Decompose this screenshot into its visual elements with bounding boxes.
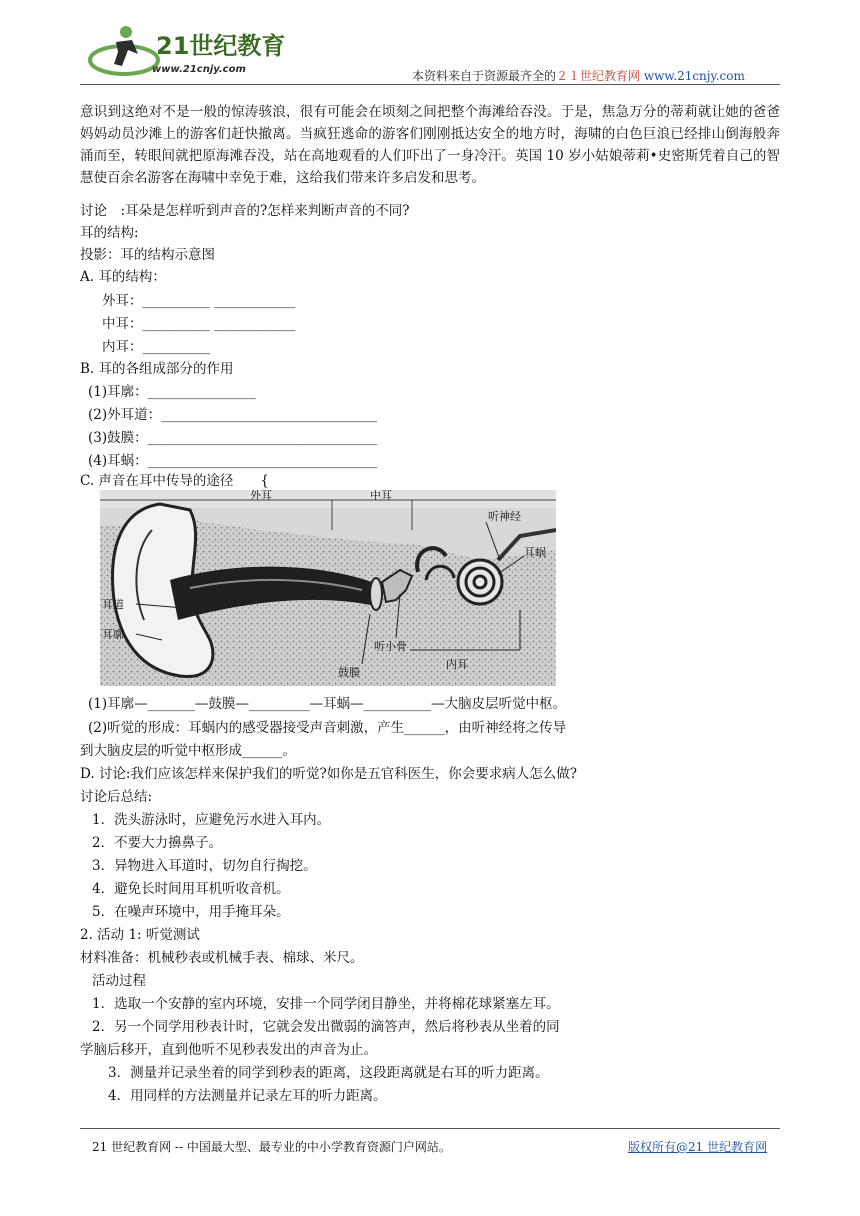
c2-hearing-formation: (2)听觉的形成：耳蜗内的感受器接受声音刺激，产生______，由听神经将之传导 <box>88 720 567 736</box>
summary-item-5: 5．在噪声环境中，用手掩耳朵。 <box>92 904 290 920</box>
label-auditory-nerve: 听神经 <box>488 510 521 523</box>
footer-rule <box>80 1128 780 1129</box>
activity-title: 2. 活动 1: 听觉测试 <box>80 927 200 943</box>
label-cochlea: 耳蜗 <box>524 546 546 559</box>
logo-url: www.21cnjy.com <box>152 64 246 75</box>
process-step-2-cont: 学脑后移开，直到他听不见秒表发出的声音为止。 <box>80 1042 377 1058</box>
summary-title: 讨论后总结: <box>80 789 153 805</box>
summary-item-1: 1．洗头游泳时，应避免污水进入耳内。 <box>92 812 331 828</box>
inner-ear-blank: 内耳：__________ <box>102 339 210 355</box>
site-logo <box>86 20 286 84</box>
b2-ear-canal: (2)外耳道：________________________________ <box>88 407 378 423</box>
ear-structure-title: 耳的结构: <box>80 225 139 241</box>
source-note <box>412 67 745 84</box>
source-site[interactable]: ２１世纪教育网 <box>556 69 641 83</box>
process-step-2: 2．另一个同学用秒表计时，它就会发出微弱的滴答声，然后将秒表从坐着的同 <box>92 1019 560 1035</box>
intro-paragraph: 意识到这绝对不是一般的惊涛骇浪，很有可能会在顷刻之间把整个海滩给吞没。于是，焦急万分的蒂莉就让她的爸爸妈妈动员沙滩上的游客们赶快撤离。当疯狂逃命的游客们刚刚抵达安全的地方时，海啸的白色巨浪已经排山倒海般奔涌而至，转眼间就把原海滩吞没，站在高地观看的人们吓出了一身冷汗。英国 10 岁小姑娘蒂莉•史密斯凭着自己的智慧使百余名游客在海啸中幸免于难，这给我们带来许多启发和思考。 <box>80 104 780 186</box>
header-rule <box>80 84 780 85</box>
outer-ear-blank: 外耳：__________ ____________ <box>102 293 296 309</box>
label-inner-ear: 内耳 <box>446 658 468 671</box>
label-eardrum: 鼓膜 <box>338 666 360 679</box>
footer-copyright-link[interactable]: 版权所有@21 世纪教育网 <box>628 1140 768 1154</box>
footer-tagline: 21 世纪教育网 -- 中国最大型、最专业的中小学教育资源门户网站。 <box>92 1140 451 1154</box>
ear-structure-diagram <box>100 490 556 686</box>
label-auricle: 耳廓 <box>102 628 124 641</box>
c2-hearing-formation-cont: 到大脑皮层的听觉中枢形成______。 <box>80 743 296 759</box>
section-d: D. 讨论:我们应该怎样来保护我们的听觉?如你是五官科医生，你会要求病人怎么做? <box>80 766 577 782</box>
label-outer-ear: 外耳 <box>250 490 272 502</box>
section-b: B. 耳的各组成部分的作用 <box>80 361 234 377</box>
process-title: 活动过程 <box>92 973 146 989</box>
summary-item-2: 2．不要大力擤鼻子。 <box>92 835 223 851</box>
b1-auricle: (1)耳廓：________________ <box>88 384 256 400</box>
b3-eardrum: (3)鼓膜：__________________________________ <box>88 430 378 446</box>
summary-item-3: 3．异物进入耳道时，切勿自行掏挖。 <box>92 858 317 874</box>
projection-line: 投影：耳的结构示意图 <box>80 247 215 263</box>
process-step-1: 1．选取一个安静的室内环境，安排一个同学闭目静坐，并将棉花球紧塞左耳。 <box>92 996 560 1012</box>
b4-cochlea: (4)耳蜗：__________________________________ <box>88 453 378 469</box>
middle-ear-blank: 中耳：__________ ____________ <box>102 316 296 332</box>
process-step-4: 4．用同样的方法测量并记录左耳的听力距离。 <box>108 1088 387 1104</box>
materials-line: 材料准备：机械秒表或机械手表、棉球、米尺。 <box>80 950 364 966</box>
summary-item-4: 4．避免长时间用耳机听收音机。 <box>92 881 290 897</box>
logo-text: 21世纪教育 <box>156 32 286 60</box>
c1-pathway: (1)耳廓—_______—鼓膜—_________—耳蜗—__________—大脑皮层听觉中枢。 <box>88 696 567 712</box>
section-c: C. 声音在耳中传导的途径 { <box>80 473 270 489</box>
label-ossicles: 听小骨 <box>374 640 407 653</box>
label-middle-ear: 中耳 <box>370 490 392 502</box>
source-url[interactable]: www.21cnjy.com <box>643 69 745 83</box>
process-step-3: 3．测量并记录坐着的同学到秒表的距离，这段距离就是右耳的听力距离。 <box>108 1065 549 1081</box>
section-a: A. 耳的结构： <box>80 269 166 285</box>
source-prefix: 本资料来自于资源最齐全的 <box>412 69 557 83</box>
label-ear-canal: 耳道 <box>102 598 124 611</box>
discussion-line: 讨论 :耳朵是怎样听到声音的?怎样来判断声音的不同? <box>80 203 410 219</box>
